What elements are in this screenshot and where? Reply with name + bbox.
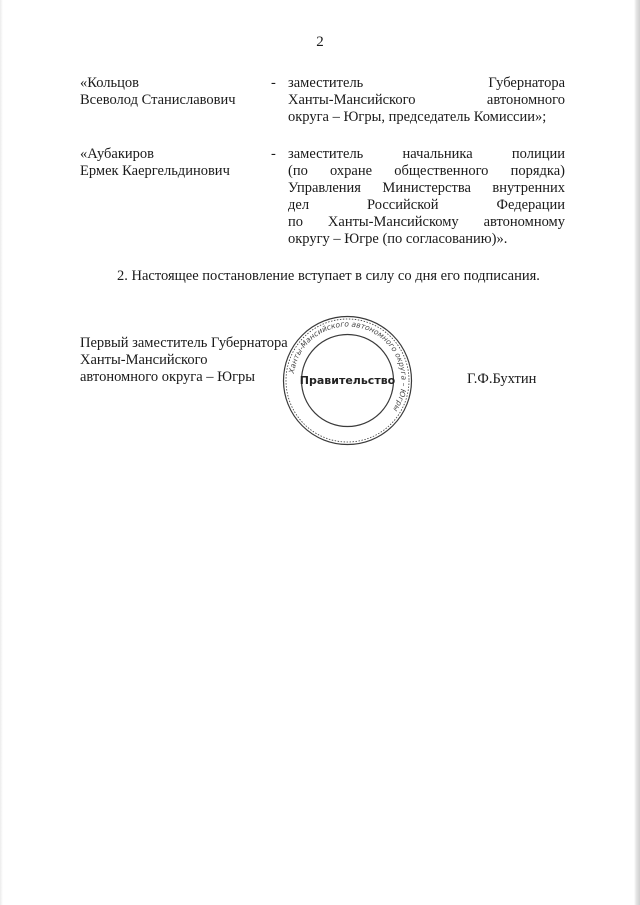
signatory-position-line: автономного округа – Югры bbox=[80, 369, 256, 385]
signatory-position-line: Ханты-Мансийского bbox=[80, 352, 208, 368]
seal-center-text: Правительство bbox=[299, 374, 396, 387]
member-role-line: округа – Югры, председатель Комиссии»; bbox=[288, 109, 547, 125]
page-number: 2 bbox=[316, 34, 324, 50]
member-role-line: заместитель начальника полиции bbox=[288, 146, 565, 162]
seal-ring-text: Ханты-Мансийского автономного округа – Югры bbox=[286, 319, 409, 414]
member-role-line: (по охране общественного порядка) bbox=[288, 163, 565, 179]
scan-edge-left bbox=[0, 0, 3, 905]
member-role bbox=[288, 146, 565, 248]
member-name bbox=[80, 146, 270, 180]
signatory-position-line: Первый заместитель Губернатора bbox=[80, 335, 288, 351]
signatory-position bbox=[80, 335, 310, 386]
member-role bbox=[288, 75, 565, 126]
signatory-name: Г.Ф.Бухтин bbox=[467, 371, 537, 387]
scan-edge-right bbox=[634, 0, 640, 905]
member-name bbox=[80, 75, 270, 109]
member-name-line: «Аубакиров bbox=[80, 146, 155, 162]
member-role-line: заместитель Губернатора bbox=[288, 75, 565, 91]
member-dash: - bbox=[271, 75, 276, 91]
member-dash: - bbox=[271, 146, 276, 162]
member-role-line: Ханты-Мансийского автономного bbox=[288, 92, 565, 108]
official-seal-stamp bbox=[280, 313, 415, 448]
member-name-line: «Кольцов bbox=[80, 75, 139, 91]
member-role-line: по Ханты-Мансийскому автономному bbox=[288, 214, 565, 230]
member-role-line: Управления Министерства внутренних bbox=[288, 180, 565, 196]
member-role-line: округу – Югре (по согласованию)». bbox=[288, 231, 508, 247]
clause-effective-date: 2. Настоящее постановление вступает в силу со дня его подписания. bbox=[117, 268, 540, 284]
member-role-line: дел Российской Федерации bbox=[288, 197, 565, 213]
member-name-line: Ермек Каергельдинович bbox=[80, 163, 230, 179]
member-name-line: Всеволод Станиславович bbox=[80, 92, 236, 108]
